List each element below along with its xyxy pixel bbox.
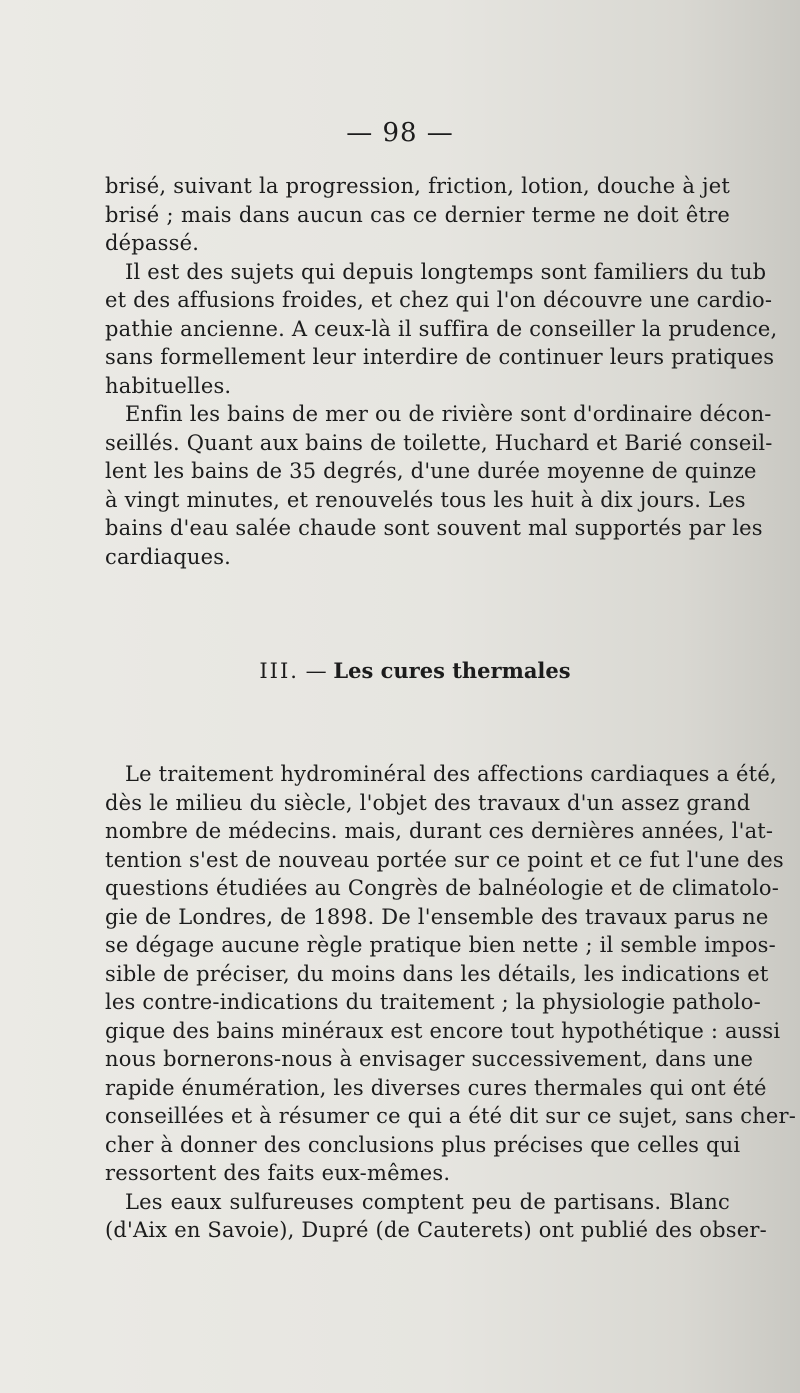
text-line: Les eaux sulfureuses comptent peu de partisans. Blanc <box>125 1189 730 1214</box>
text-line: gique des bains minéraux est encore tout hypothétique : aussi <box>105 1018 781 1043</box>
text-line: Il est des sujets qui depuis longtemps sont familiers du tub <box>125 259 767 284</box>
text-line: brisé, suivant la progression, friction, lotion, douche à jet <box>105 174 730 198</box>
text-line: sible de préciser, du moins dans les détails, les indications et <box>105 961 769 986</box>
text-line: Le traitement hydrominéral des affections cardiaques a été, <box>125 762 777 786</box>
text-line: nombre de médecins. mais, durant ces dernières années, l'at- <box>105 819 774 843</box>
text-line: gie de Londres, de 1898. De l'ensemble des travaux parus ne <box>105 904 769 929</box>
text-line: cher à donner des conclusions plus précises que celles qui <box>105 1132 741 1157</box>
text-line: nous bornerons-nous à envisager successivement, dans une <box>105 1047 754 1071</box>
text-line: brisé ; mais dans aucun cas ce dernier terme ne doit être <box>105 202 730 227</box>
text-line: ressortent des faits eux-mêmes. <box>105 1161 451 1185</box>
section-dash: — <box>305 659 327 683</box>
text-line: habituelles. <box>105 373 232 398</box>
text-line: cardiaques. <box>105 544 232 569</box>
text-line: bains d'eau salée chaude sont souvent mal supportés par les <box>105 516 763 540</box>
text-line: tention s'est de nouveau portée sur ce point et ce fut l'une des <box>105 847 784 872</box>
section-heading <box>0 658 800 683</box>
text-line: seillés. Quant aux bains de toilette, Huchard et Barié conseil- <box>105 430 773 455</box>
text-line: les contre-indications du traitement ; la physiologie patholo- <box>105 990 761 1014</box>
text-block-top <box>105 172 778 571</box>
section-title: Les cures thermales <box>333 658 571 683</box>
section-number: III. <box>259 659 299 683</box>
text-line: Enfin les bains de mer ou de rivière sont d'ordinaire décon- <box>125 402 772 426</box>
text-line: questions étudiées au Congrès de balnéologie et de climatolo- <box>105 876 780 900</box>
text-line: conseillées et à résumer ce qui a été dit sur ce sujet, sans cher- <box>105 1104 797 1128</box>
text-line: se dégage aucune règle pratique bien nette ; il semble impos- <box>105 933 776 957</box>
text-line: dès le milieu du siècle, l'objet des travaux d'un assez grand <box>105 790 751 815</box>
page-number: — 98 — <box>346 118 454 148</box>
text-line: et des affusions froides, et chez qui l'on découvre une cardio- <box>105 288 773 312</box>
text-line: lent les bains de 35 degrés, d'une durée moyenne de quinze <box>105 459 757 483</box>
text-line: à vingt minutes, et renouvelés tous les huit à dix jours. Les <box>105 487 746 512</box>
text-line: rapide énumération, les diverses cures thermales qui ont été <box>105 1075 767 1100</box>
text-block-bottom <box>105 760 797 1245</box>
text-line: (d'Aix en Savoie), Dupré (de Cauterets) ont publié des obser- <box>105 1218 767 1242</box>
text-line: sans formellement leur interdire de continuer leurs pratiques <box>105 345 775 369</box>
text-line: pathie ancienne. A ceux-là il suffira de conseiller la prudence, <box>105 316 778 341</box>
text-line: dépassé. <box>105 231 200 255</box>
